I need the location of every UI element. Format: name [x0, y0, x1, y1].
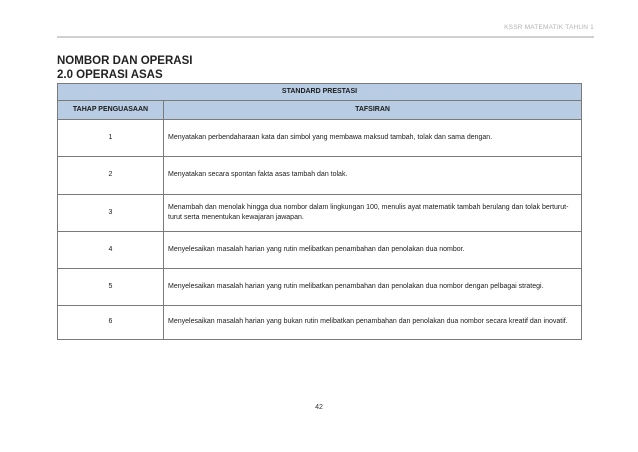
level-cell: 4: [58, 232, 164, 269]
description-cell: Menambah dan menolak hingga dua nombor dalam lingkungan 100, menulis ayat matematik tambah berulang dan tolak berturut-turut serta menentukan kewajaran jawapan.: [164, 195, 582, 232]
table-row: [58, 269, 582, 306]
description-cell: Menyatakan secara spontan fakta asas tambah dan tolak.: [164, 157, 582, 195]
level-cell: 2: [58, 157, 164, 195]
table-row: [58, 157, 582, 195]
column-header-level: TAHAP PENGUASAAN: [58, 101, 164, 120]
running-header: KSSR MATEMATIK TAHUN 1: [504, 24, 594, 31]
subsection-title: 2.0 OPERASI ASAS: [57, 69, 163, 81]
description-cell: Menyatakan perbendaharaan kata dan simbol yang membawa maksud tambah, tolak dan sama dengan.: [164, 120, 582, 157]
table-caption: STANDARD PRESTASI: [58, 84, 582, 101]
section-title: NOMBOR DAN OPERASI: [57, 55, 193, 67]
table-header-row: [58, 101, 582, 120]
standard-prestasi-table: [57, 83, 582, 340]
level-cell: 3: [58, 195, 164, 232]
description-cell: Menyelesaikan masalah harian yang rutin melibatkan penambahan dan penolakan dua nombor dengan pelbagai strategi.: [164, 269, 582, 306]
table-row: [58, 120, 582, 157]
column-header-description: TAFSIRAN: [164, 101, 582, 120]
level-cell: 1: [58, 120, 164, 157]
header-rule: [57, 36, 594, 38]
table-row: [58, 306, 582, 340]
description-cell: Menyelesaikan masalah harian yang rutin melibatkan penambahan dan penolakan dua nombor.: [164, 232, 582, 269]
description-cell: Menyelesaikan masalah harian yang bukan rutin melibatkan penambahan dan penolakan dua nombor secara kreatif dan inovatif.: [164, 306, 582, 340]
table-row: [58, 232, 582, 269]
table-caption-row: [58, 84, 582, 101]
table-row: [58, 195, 582, 232]
level-cell: 5: [58, 269, 164, 306]
page-number: 42: [315, 404, 323, 411]
level-cell: 6: [58, 306, 164, 340]
